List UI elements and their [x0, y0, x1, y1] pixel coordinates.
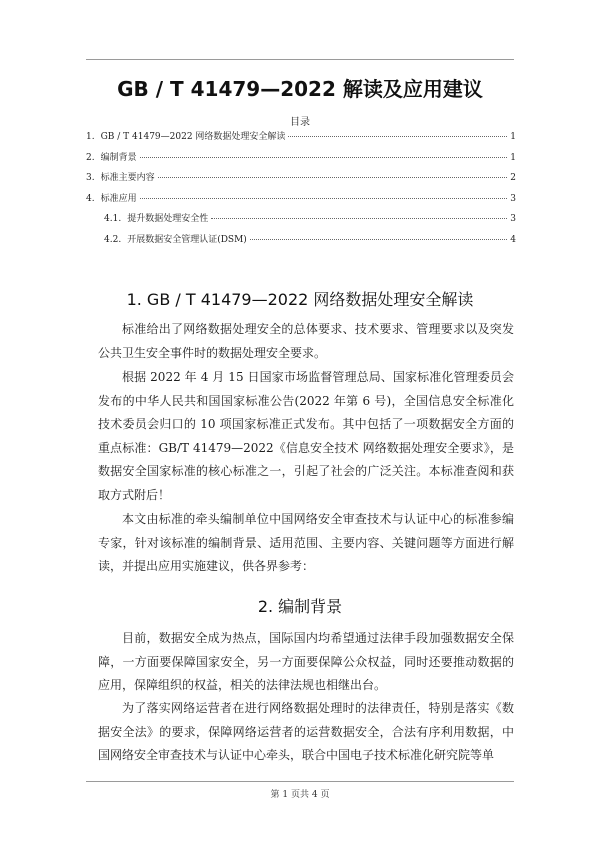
toc-leader-dots [158, 177, 507, 178]
page-footer: 第 1 页共 4 页 [270, 790, 330, 800]
toc-entry-label: 编制背景 [100, 152, 137, 163]
toc-entry[interactable] [86, 150, 516, 171]
toc-leader-dots [140, 157, 507, 158]
toc-entry-number: 1. [86, 132, 95, 142]
document-title: GB / T 41479—2022 解读及应用建议 [117, 77, 483, 101]
toc-entry-label: 提升数据处理安全性 [127, 214, 209, 224]
toc-entry-page: 1 [510, 152, 516, 163]
footer-rule [86, 781, 514, 782]
toc-entry-number: 3. [86, 173, 95, 183]
toc-entry-page: 2 [510, 173, 516, 183]
section-1-paragraph: 根据 2022 年 4 月 15 日国家市场监督管理总局、国家标准化管理委员会发布的中华人民共和国国家标准公告(2022 年第 6 号)，全国信息安全标准化技术委员会归口的 10 项国家标准正式发布。其中包括了一项数据安全方面的重点标准：GB/T 41479—2022《信息安全技术 网络数据处理安全要求》，是数据安全国家标准的核心标准之一，引起了社会的广泛关注。本标准查阅和获取方式附后！ [98, 370, 514, 502]
toc-heading: 目录 [290, 117, 310, 128]
toc-leader-dots [211, 218, 507, 219]
toc-entry-page: 1 [510, 132, 516, 142]
section-1-heading: 1. GB / T 41479—2022 网络数据处理安全解读 [126, 290, 474, 309]
toc-entry-label: GB / T 41479—2022 网络数据处理安全解读 [100, 132, 286, 142]
section-2-paragraph: 目前，数据安全成为热点，国际国内均希望通过法律手段加强数据安全保障，一方面要保障国家安全，另一方面要保障公众权益，同时还要推动数据的应用，保障组织的权益，相关的法律法规也相继出台。 [98, 631, 514, 692]
toc-entry-number: 2. [86, 152, 95, 163]
toc-leader-dots [288, 136, 507, 137]
section-1-paragraph: 本文由标准的牵头编制单位中国网络安全审查技术与认证中心的标准参编专家，针对该标准的编制背景、适用范围、主要内容、关键问题等方面进行解读，并提出应用实施建议，供各界参考： [98, 512, 514, 573]
toc-subentry[interactable] [86, 211, 516, 232]
toc-entry[interactable] [86, 191, 516, 212]
toc-entry-number: 4.2. [104, 234, 122, 245]
section-2-paragraph: 为了落实网络运营者在进行网络数据处理时的法律责任，特别是落实《数据安全法》的要求，保障网络运营者的运营数据安全，合法有序利用数据，中国网络安全审查技术与认证中心牵头，联合中国电子技术标准化研究院等单 [98, 701, 514, 762]
toc-entry[interactable] [86, 129, 516, 150]
toc-entry-page: 3 [510, 214, 516, 224]
toc-entry-number: 4. [86, 193, 95, 204]
toc-entry-label: 标准应用 [100, 193, 137, 204]
section-2-heading: 2. 编制背景 [257, 597, 343, 616]
toc-leader-dots [250, 239, 507, 240]
table-of-contents [86, 129, 516, 252]
toc-subentry[interactable] [86, 232, 516, 253]
toc-entry-page: 3 [510, 193, 516, 204]
toc-entry-label: 开展数据安全管理认证(DSM) [127, 234, 247, 245]
toc-entry-page: 4 [510, 234, 516, 245]
toc-entry-label: 标准主要内容 [100, 173, 155, 183]
header-rule [86, 59, 514, 60]
section-1-paragraph: 标准给出了网络数据处理安全的总体要求、技术要求、管理要求以及突发公共卫生安全事件时的数据处理安全要求。 [98, 322, 514, 360]
toc-entry-number: 4.1. [104, 214, 122, 224]
toc-entry[interactable] [86, 170, 516, 191]
toc-leader-dots [140, 198, 507, 199]
